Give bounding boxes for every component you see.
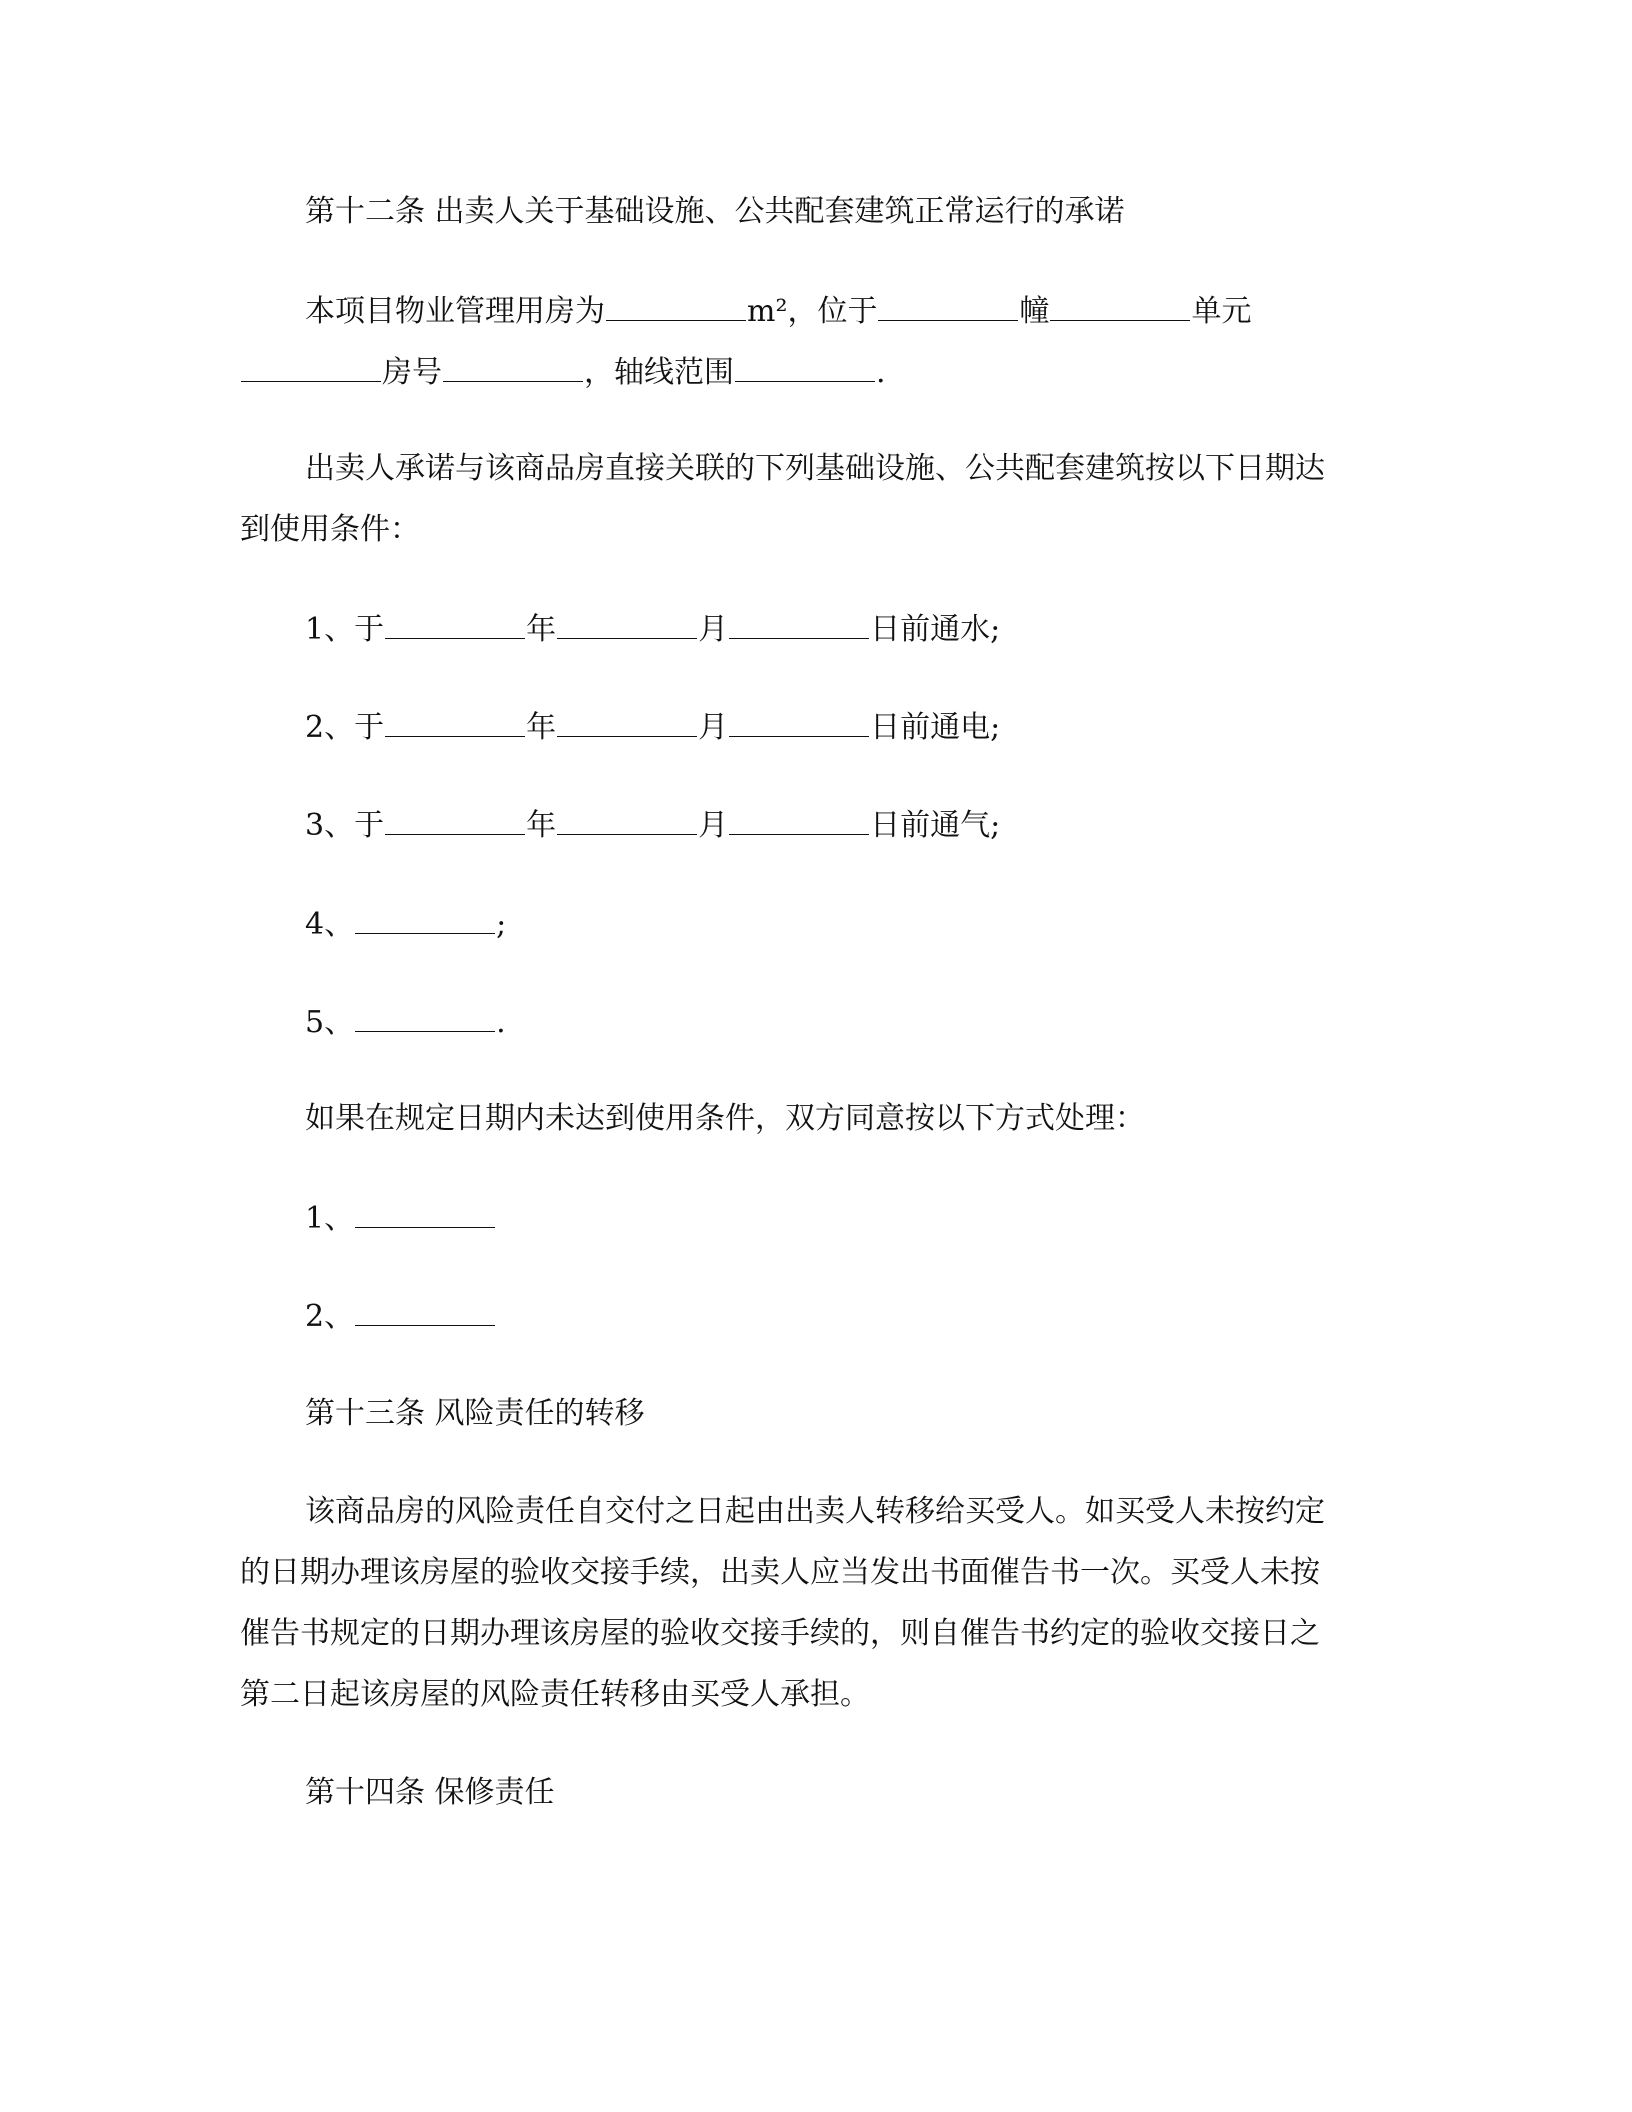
property-room-line-1 [0,290,1632,332]
property-room-text-6: ，轴线范围 [584,355,734,390]
item-number: 2、于 [305,710,385,745]
property-room-text-5: 房号 [382,355,442,390]
year-label: 年 [526,710,557,745]
month-blank[interactable] [557,608,697,639]
item-4-blank[interactable] [355,903,495,934]
day-blank[interactable] [729,608,869,639]
if-not-met-text: 如果在规定日期内未达到使用条件，双方同意按以下方式处理： [305,1101,1145,1136]
building-blank[interactable] [878,290,1018,321]
article-13-line-2: 的日期办理该房屋的验收交接手续，出卖人应当发出书面催告书一次。买受人未按 [240,1555,1320,1590]
handling-1 [0,1197,1632,1239]
handling-2 [0,1295,1632,1337]
item-end: . [496,1005,506,1040]
item-number: 1、于 [305,612,385,647]
month-blank[interactable] [557,804,697,835]
month-blank[interactable] [557,706,697,737]
item-end: ; [496,907,507,942]
area-blank[interactable] [606,290,746,321]
year-label: 年 [526,808,557,843]
item-water [0,608,1632,650]
property-room-text-4: 单元 [1191,294,1252,329]
item-suffix: 日前通水; [870,612,1001,647]
item-number: 4、 [305,907,355,942]
item-number: 1、 [305,1201,355,1236]
year-blank[interactable] [385,804,525,835]
day-blank[interactable] [729,706,869,737]
property-room-text-7: . [876,355,886,390]
article-13-line-1: 该商品房的风险责任自交付之日起由出卖人转移给买受人。如买受人未按约定 [305,1494,1325,1529]
promise-line-2: 到使用条件： [240,512,420,547]
item-number: 2、 [305,1299,355,1334]
unit-number-blank[interactable] [241,351,381,382]
article-13-line-4: 第二日起该房屋的风险责任转移由买受人承担。 [240,1677,870,1712]
month-label: 月 [698,808,729,843]
article-12-heading: 第十二条 出卖人关于基础设施、公共配套建筑正常运行的承诺 [305,194,1125,229]
handling-1-blank[interactable] [355,1197,495,1228]
article-13-heading: 第十三条 风险责任的转移 [305,1396,645,1431]
property-room-line-2 [0,351,1632,393]
item-4 [0,903,1632,945]
item-suffix: 日前通电; [870,710,1001,745]
item-gas [0,804,1632,846]
axis-range-blank[interactable] [735,351,875,382]
handling-2-blank[interactable] [355,1295,495,1326]
item-5 [0,1001,1632,1043]
article-13-line-3: 催告书规定的日期办理该房屋的验收交接手续的，则自催告书约定的验收交接日之 [240,1616,1320,1651]
property-room-text-3: 幢 [1019,294,1050,329]
item-number: 3、于 [305,808,385,843]
item-electricity [0,706,1632,748]
year-blank[interactable] [385,608,525,639]
month-label: 月 [698,710,729,745]
day-blank[interactable] [729,804,869,835]
item-number: 5、 [305,1005,355,1040]
year-blank[interactable] [385,706,525,737]
year-label: 年 [526,612,557,647]
property-room-text-2: m²，位于 [747,294,878,329]
month-label: 月 [698,612,729,647]
room-number-blank[interactable] [443,351,583,382]
promise-line-1: 出卖人承诺与该商品房直接关联的下列基础设施、公共配套建筑按以下日期达 [305,451,1325,486]
item-suffix: 日前通气; [870,808,1001,843]
article-14-heading: 第十四条 保修责任 [305,1775,555,1810]
property-room-text-1: 本项目物业管理用房为 [305,294,605,329]
unit-blank[interactable] [1050,290,1190,321]
item-5-blank[interactable] [355,1001,495,1032]
